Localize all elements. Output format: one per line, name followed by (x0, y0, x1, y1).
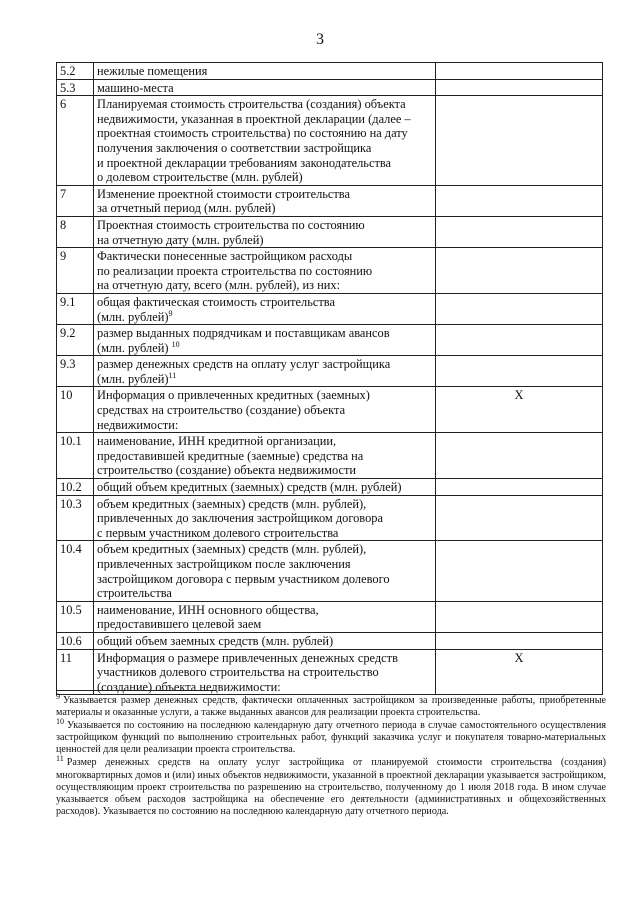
footnote-reference: 10 (171, 339, 180, 349)
row-description-text: объем кредитных (заемных) средств (млн. рублей), привлеченных застройщиком после заключения застройщиком договора с первым участником долевого строительства (97, 542, 390, 601)
row-number: 9.3 (57, 356, 94, 387)
row-value-cell (436, 293, 603, 324)
row-description-text: машино-места (97, 80, 174, 95)
row-number: 5.3 (57, 79, 94, 96)
row-description-text: Фактически понесенные застройщиком расходы по реализации проекта строительства по состоянию на отчетную дату, всего (млн. рублей), из них: (97, 249, 373, 293)
table-row (57, 433, 603, 479)
table-row (57, 216, 603, 247)
footnote-mark: 11 (56, 754, 64, 764)
row-description (94, 185, 436, 216)
row-number: 7 (57, 185, 94, 216)
row-value-cell (436, 601, 603, 632)
row-number: 10.1 (57, 433, 94, 479)
row-value-cell (436, 216, 603, 247)
footnote-mark: 10 (56, 716, 64, 726)
row-number: 8 (57, 216, 94, 247)
row-number: 9 (57, 248, 94, 294)
row-number: 10.3 (57, 495, 94, 541)
table-row (57, 185, 603, 216)
row-description (94, 632, 436, 649)
row-value-cell: X (436, 387, 603, 433)
row-number: 10.6 (57, 632, 94, 649)
row-description-text: наименование, ИНН основного общества, предоставившего целевой заем (97, 602, 319, 632)
row-description (94, 541, 436, 601)
report-table-body (57, 63, 603, 695)
table-row (57, 387, 603, 433)
row-description-text: размер денежных средств на оплату услуг застройщика (млн. рублей) (97, 357, 391, 386)
row-description-text: Информация о размере привлеченных денежных средств участников долевого строительства на строительство (создание) объекта недвижимости: (97, 650, 398, 694)
row-description (94, 356, 436, 387)
row-number: 11 (57, 649, 94, 695)
footnote-text: Указывается размер денежных средств, фактически оплаченных застройщиком за произведенные работы, приобретенные материалы и оказанные услуги, а также выданных авансов для реализации проекта строительства. (56, 695, 606, 719)
row-value-cell: X (436, 649, 603, 695)
row-description (94, 79, 436, 96)
footnote-separator (56, 690, 216, 691)
row-description (94, 479, 436, 496)
row-number: 10.2 (57, 479, 94, 496)
row-value-cell (436, 325, 603, 356)
table-row (57, 79, 603, 96)
row-description (94, 325, 436, 356)
footnote (56, 754, 606, 817)
row-value-cell (436, 356, 603, 387)
table-row (57, 649, 603, 695)
table-row (57, 632, 603, 649)
row-value-cell (436, 632, 603, 649)
row-description-text: Планируемая стоимость строительства (создания) объекта недвижимости, указанная в проектной декларации (далее – проектная стоимость строительства) по состоянию на дату получения заключения о соответствии застройщика и проектной декларации требованиям законодательства о долевом строительстве (млн. рублей) (97, 97, 411, 185)
row-number: 6 (57, 96, 94, 186)
footnote-reference: 9 (168, 308, 173, 318)
row-number: 10 (57, 387, 94, 433)
row-number: 9.1 (57, 293, 94, 324)
row-number: 10.5 (57, 601, 94, 632)
page-number: 3 (316, 31, 324, 48)
row-number: 9.2 (57, 325, 94, 356)
report-table (56, 62, 603, 695)
footnote-text: Размер денежных средств на оплату услуг застройщика от планируемой стоимости строительства (создания) многоквартирных домов и (или) иных объектов недвижимости, указанной в проектной декларации указывается застройщиком, осуществляющим проект строительства по разрешению на строительство, полученному до 1 июля 2018 года. В ином случае указывается объем расходов застройщика на обеспечение его деятельности (административных и общехозяйственных расходов). Указывается по состоянию на последнюю календарную дату отчетного периода. (56, 757, 606, 817)
table-row (57, 325, 603, 356)
row-description-text: общая фактическая стоимость строительства (млн. рублей) (97, 294, 335, 324)
footnote (56, 716, 606, 756)
row-description (94, 649, 436, 695)
footnote-reference: 11 (168, 370, 177, 380)
table-row (57, 96, 603, 186)
row-value-cell (436, 63, 603, 80)
row-description-text: общий объем заемных средств (млн. рублей) (97, 633, 334, 648)
footnotes (56, 691, 606, 819)
row-description-text: размер выданных подрядчикам и поставщикам авансов (млн. рублей) (97, 326, 390, 355)
row-description-text: Изменение проектной стоимости строительства за отчетный период (млн. рублей) (97, 186, 350, 216)
row-description-text: общий объем кредитных (заемных) средств (млн. рублей) (97, 480, 402, 495)
row-number: 10.4 (57, 541, 94, 601)
row-description-text: Проектная стоимость строительства по состоянию на отчетную дату (млн. рублей) (97, 217, 365, 247)
row-value-cell (436, 541, 603, 601)
row-description (94, 216, 436, 247)
table-row (57, 356, 603, 387)
table-row (57, 495, 603, 541)
row-description-text: объем кредитных (заемных) средств (млн. рублей), привлеченных до заключения застройщиком договора с первым участником долевого строительства (97, 496, 383, 540)
row-description-text: Информация о привлеченных кредитных (заемных) средствах на строительство (создание) объекта недвижимости: (97, 388, 370, 432)
table-row (57, 541, 603, 601)
row-number: 5.2 (57, 63, 94, 80)
row-description-text: нежилые помещения (97, 64, 208, 78)
row-description (94, 495, 436, 541)
row-description (94, 601, 436, 632)
row-description (94, 96, 436, 186)
table-row (57, 601, 603, 632)
row-value-cell (436, 79, 603, 96)
row-description (94, 433, 436, 479)
table-row (57, 293, 603, 324)
row-description (94, 293, 436, 324)
table-row (57, 63, 603, 80)
table-row (57, 248, 603, 294)
footnote-mark: 9 (56, 691, 60, 701)
row-description-text: наименование, ИНН кредитной организации, предоставившей кредитные (заемные) средства на строительство (создание) объекта недвижимости (97, 434, 364, 478)
footnote-text: Указывается по состоянию на последнюю календарную дату отчетного периода в случае самостоятельного осуществления застройщиком функций по выполнению строительных работ, функций заказчика услуг и покупателя товарно-материальных ценностей для цели реализации проекта строительства. (56, 720, 606, 756)
row-value-cell (436, 96, 603, 186)
row-description (94, 248, 436, 294)
table-row (57, 479, 603, 496)
row-value-cell (436, 433, 603, 479)
footnote (56, 691, 606, 719)
row-value-cell (436, 479, 603, 496)
row-description (94, 63, 436, 80)
row-description (94, 387, 436, 433)
row-value-cell (436, 185, 603, 216)
row-value-cell (436, 248, 603, 294)
row-value-cell (436, 495, 603, 541)
